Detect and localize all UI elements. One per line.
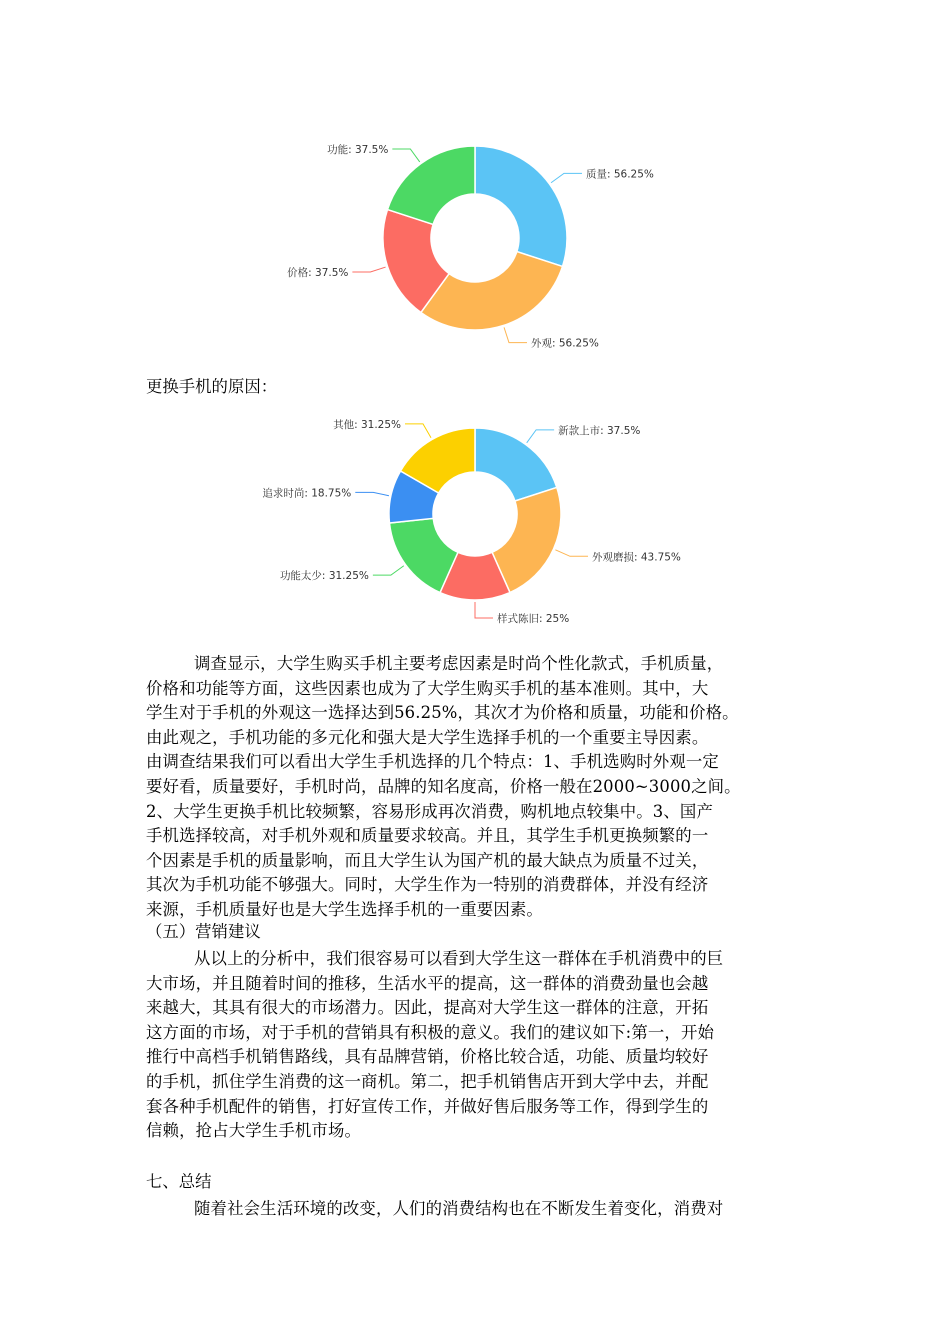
donut-leader-line-1-1: [555, 550, 588, 557]
donut-label-0-2: 价格: 37.5%: [287, 266, 349, 279]
paragraph-line: 来越大，其具有很大的市场潜力。因此，提高对大学生这一群体的注意，开拓: [146, 998, 709, 1018]
purchase-factors-donut-chart: [0, 125, 950, 375]
donut-slice-0-0: [475, 146, 567, 266]
donut-leader-line-0-3: [392, 149, 419, 162]
donut-label-1-0: 新款上市: 37.5%: [558, 424, 641, 437]
donut-label-0-3: 功能: 37.5%: [327, 144, 389, 157]
paragraph-line: 的手机，抓住学生消费的这一商机。第二，把手机销售店开到大学中去，并配: [146, 1071, 709, 1091]
donut-leader-line-1-5: [405, 424, 431, 438]
donut-label-1-2: 样式陈旧: 25%: [497, 613, 570, 625]
paragraph-line: 大市场，并且随着时间的推移，生活水平的提高，这一群体的消费劲量也会越: [146, 973, 709, 993]
paragraph-line: 套各种手机配件的销售，打好宣传工作，并做好售后服务等工作，得到学生的: [146, 1096, 709, 1116]
chart-caption: 更换手机的原因：: [146, 377, 278, 396]
donut-label-1-5: 其他: 31.25%: [333, 418, 401, 431]
donut-leader-line-0-1: [504, 327, 527, 342]
donut-leader-line-1-3: [373, 566, 404, 575]
survey-analysis-paragraph: [146, 650, 806, 921]
donut-slice-0-3: [388, 146, 475, 224]
marketing-suggestion-paragraph: [146, 945, 806, 1142]
paragraph-line: 学生对于手机的外观这一选择达到56.25%，其次才为价格和质量，功能和价格。: [146, 703, 739, 723]
section-heading-summary: 七、总结: [146, 1172, 212, 1191]
paragraph-line: 来源，手机质量好也是大学生选择手机的一重要因素。: [146, 899, 543, 919]
paragraph-line: 由调查结果我们可以看出大学生手机选择的几个特点：1、手机选购时外观一定: [146, 752, 719, 772]
paragraph-line: 个因素是手机的质量影响，而且大学生认为国产机的最大缺点为质量不过关，: [146, 850, 709, 870]
donut-leader-line-1-4: [355, 492, 389, 495]
donut-label-1-1: 外观磨损: 43.75%: [592, 551, 681, 564]
paragraph-line: 信赖，抢占大学生手机市场。: [146, 1121, 362, 1141]
replacement-reasons-donut-chart: [0, 400, 950, 640]
paragraph-line: 要好看，质量要好，手机时尚，品牌的知名度高，价格一般在2000~3000之间。: [146, 776, 741, 796]
paragraph-line: 由此观之，手机功能的多元化和强大是大学生选择手机的一个重要主导因素。: [146, 727, 709, 747]
paragraph-line: 2、大学生更换手机比较频繁，容易形成再次消费，购机地点较集中。3、国产: [146, 801, 713, 821]
section-heading-marketing: （五）营销建议: [146, 922, 261, 941]
paragraph-line: 随着社会生活环境的改变，人们的消费结构也在不断发生着变化，消费对: [194, 1199, 724, 1218]
donut-label-0-1: 外观: 56.25%: [530, 337, 599, 350]
donut-leader-line-0-2: [352, 267, 385, 272]
paragraph-line: 这方面的市场，对于手机的营销具有积极的意义。我们的建议如下:第一，开始: [146, 1022, 715, 1042]
donut-leader-line-0-0: [551, 173, 582, 182]
donut-slice-0-1: [421, 252, 563, 330]
paragraph-line: 价格和功能等方面，这些因素也成为了大学生购买手机的基本准则。其中，大: [146, 678, 709, 698]
paragraph-line: 其次为手机功能不够强大。同时，大学生作为一特别的消费群体，并没有经济: [146, 875, 709, 895]
donut-label-1-3: 功能太少: 31.25%: [279, 570, 369, 583]
paragraph-line: 推行中高档手机销售路线，具有品牌营销，价格比较合适，功能、质量均较好: [146, 1047, 709, 1067]
donut-slice-1-0: [475, 428, 557, 501]
donut-leader-line-1-0: [527, 430, 554, 443]
donut-label-1-4: 追求时尚: 18.75%: [262, 487, 352, 500]
summary-paragraph: [146, 1195, 806, 1220]
donut-leader-line-1-2: [475, 602, 493, 618]
donut-label-0-0: 质量: 56.25%: [585, 168, 654, 181]
paragraph-line: 手机选择较高，对手机外观和质量要求较高。并且，其学生手机更换频繁的一: [146, 826, 709, 846]
paragraph-line: 从以上的分析中，我们很容易可以看到大学生这一群体在手机消费中的巨: [194, 949, 724, 968]
paragraph-line: 调查显示，大学生购买手机主要考虑因素是时尚个性化款式，手机质量，: [194, 654, 724, 673]
